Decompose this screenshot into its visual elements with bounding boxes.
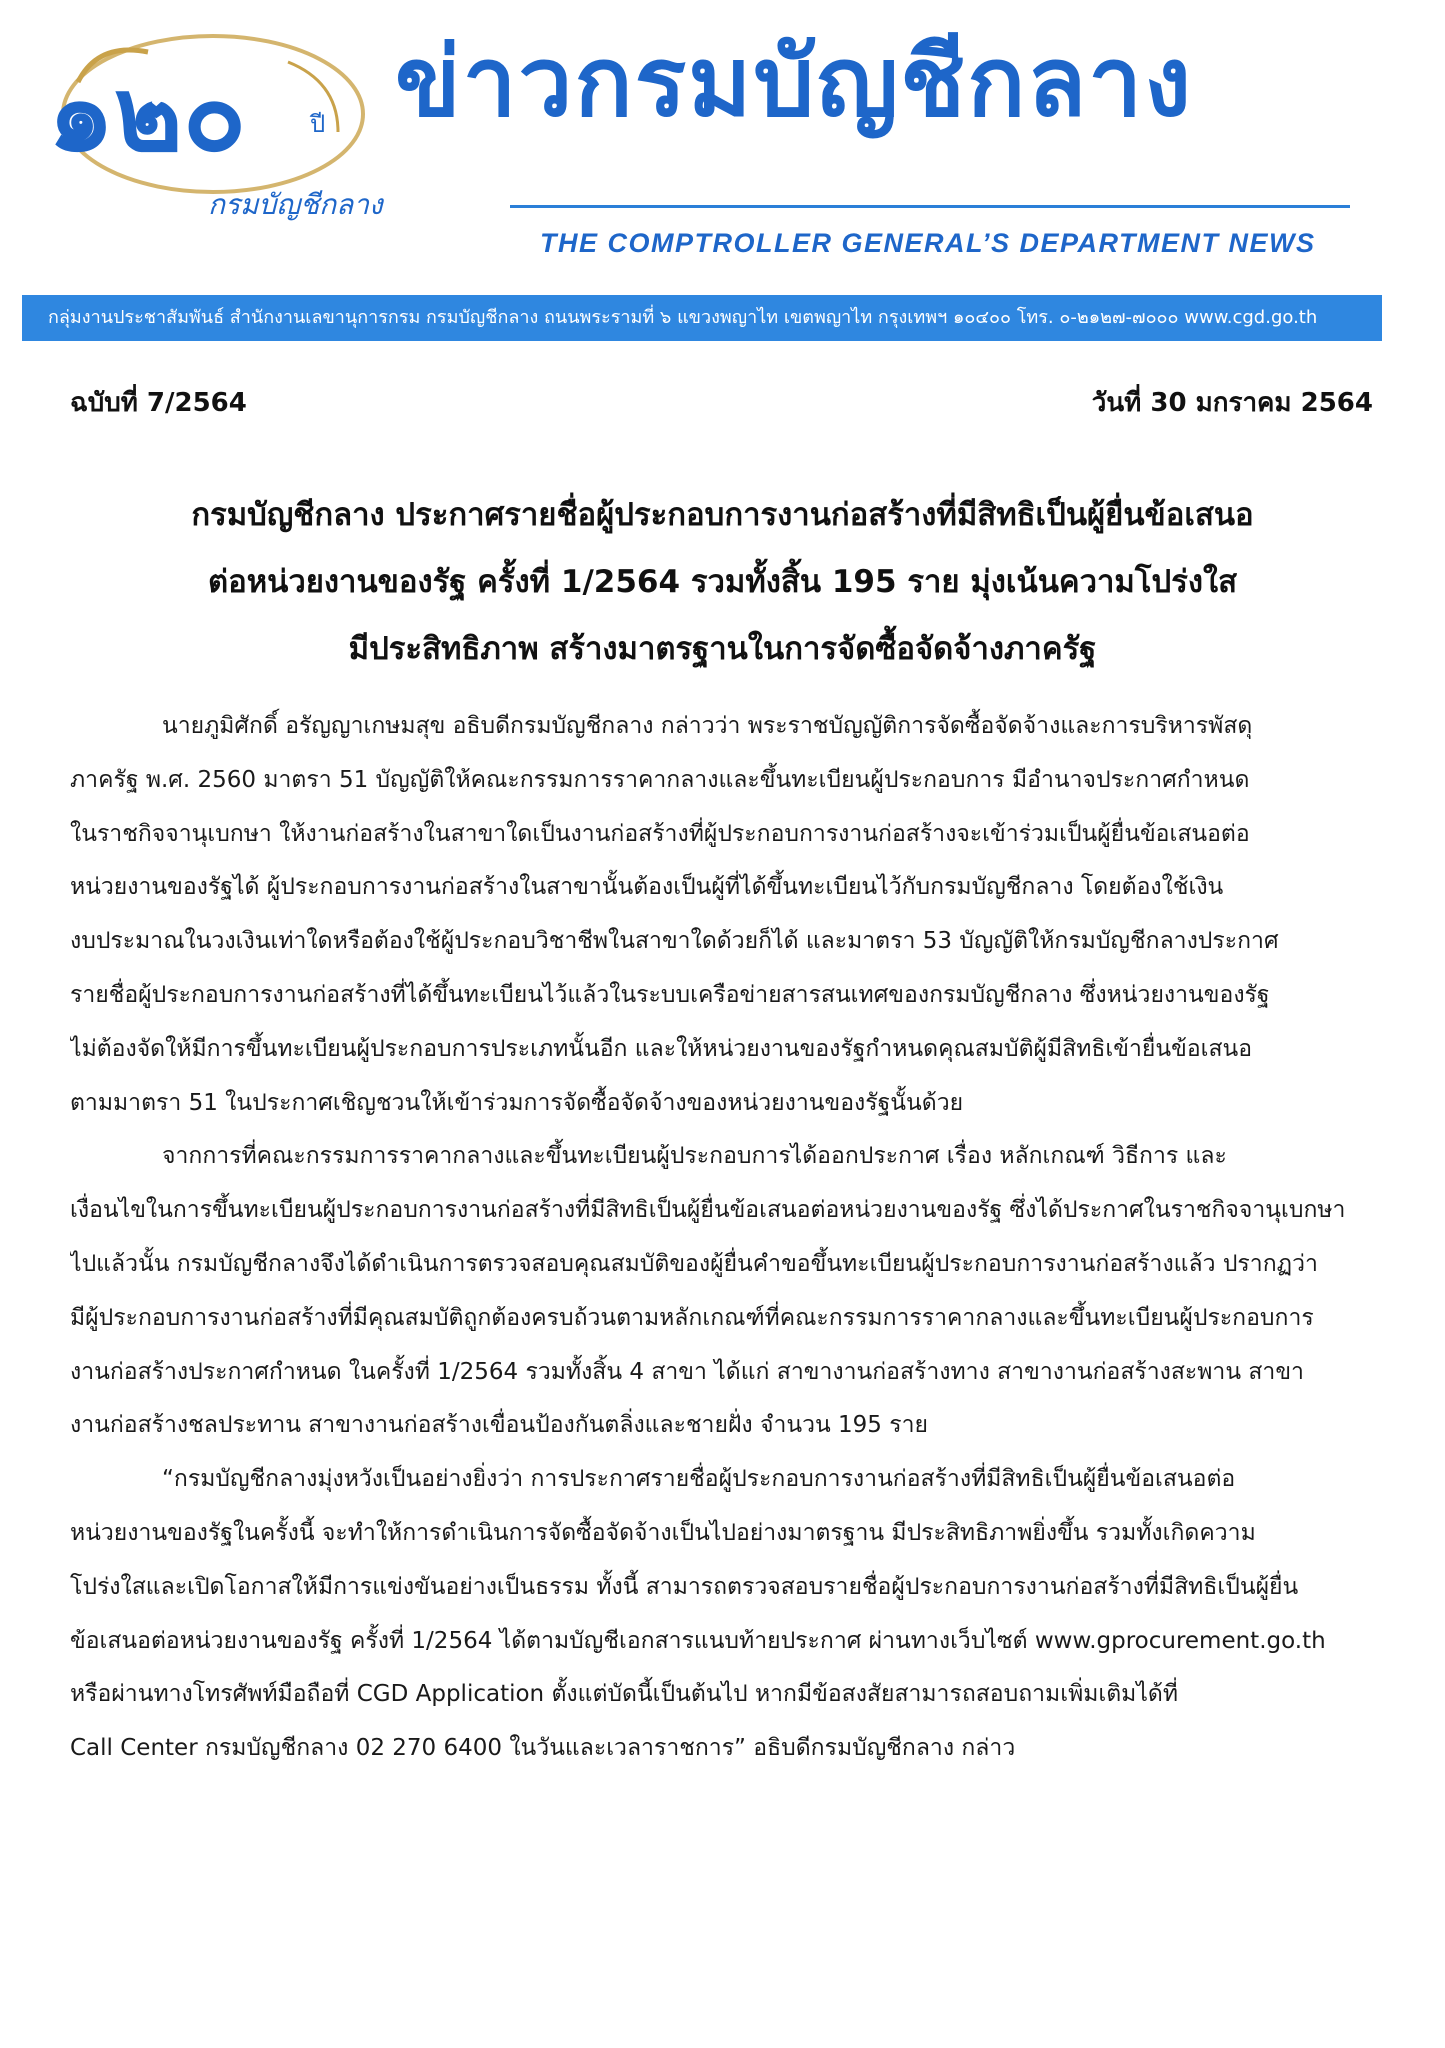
body-line: ในราชกิจจานุเบกษา ให้งานก่อสร้างในสาขาใดเป็นงานก่อสร้างที่ผู้ประกอบการงานก่อสร้างจะเข้าร่วมเป็นผู้ยื่นข้อเสนอต่อ xyxy=(70,820,1250,847)
body-line: โปร่งใสและเปิดโอกาสให้มีการแข่งขันอย่างเป็นธรรม ทั้งนี้ สามารถตรวจสอบรายชื่อผู้ประกอบการงานก่อสร้างที่มีสิทธิเป็นผู้ยื่น xyxy=(70,1573,1299,1600)
body-line: จากการที่คณะกรรมการราคากลางและขึ้นทะเบียนผู้ประกอบการได้ออกประกาศ เรื่อง หลักเกณฑ์ วิธีการ และ xyxy=(162,1143,1227,1170)
anniversary-logo xyxy=(38,22,398,232)
body-line: ข้อเสนอต่อหน่วยงานของรัฐ ครั้งที่ 1/2564 ได้ตามบัญชีเอกสารแนบท้ายประกาศ ผ่านทางเว็บไซต์ www.gprocurement.go.th xyxy=(70,1627,1326,1654)
body-line: Call Center กรมบัญชีกลาง 02 270 6400 ในวันและเวลาราชการ” อธิบดีกรมบัญชีกลาง กล่าว xyxy=(70,1735,1016,1762)
body-line: หน่วยงานของรัฐในครั้งนี้ จะทำให้การดำเนินการจัดซื้อจัดจ้างเป็นไปอย่างมาตรฐาน มีประสิทธิภาพยิ่งขึ้น รวมทั้งเกิดความ xyxy=(70,1519,1256,1546)
masthead-title: ข่าวกรมบัญชีกลาง xyxy=(395,26,1194,138)
logo-caption: กรมบัญชีกลาง xyxy=(208,188,383,221)
body-line: หรือผ่านทางโทรศัพท์มือถือที่ CGD Application ตั้งแต่บัดนี้เป็นต้นไป หากมีข้อสงสัยสามารถสอบถามเพิ่มเติมได้ที่ xyxy=(70,1681,1179,1708)
masthead-subtitle: THE COMPTROLLER GENERAL’S DEPARTMENT NEWS xyxy=(540,228,1316,258)
body-line: ตามมาตรา 51 ในประกาศเชิญชวนให้เข้าร่วมการจัดซื้อจัดจ้างของหน่วยงานของรัฐนั้นด้วย xyxy=(70,1089,964,1116)
article-body xyxy=(70,700,1390,1776)
body-line: งานก่อสร้างชลประทาน สาขางานก่อสร้างเขื่อนป้องกันตลิ่งและชายฝั่ง จำนวน 195 ราย xyxy=(70,1412,928,1439)
body-line: นายภูมิศักดิ์ อรัญญาเกษมสุข อธิบดีกรมบัญชีกลาง กล่าวว่า พระราชบัญญัติการจัดซื้อจัดจ้างและการบริหารพัสดุ xyxy=(162,713,1253,739)
body-line: ไปแล้วนั้น กรมบัญชีกลางจึงได้ดำเนินการตรวจสอบคุณสมบัติของผู้ยื่นคำขอขึ้นทะเบียนผู้ประกอบการงานก่อสร้างแล้ว ปรากฏว่า xyxy=(70,1250,1318,1277)
body-line: หน่วยงานของรัฐได้ ผู้ประกอบการงานก่อสร้างในสาขานั้นต้องเป็นผู้ที่ได้ขึ้นทะเบียนไว้กับกรมบัญชีกลาง โดยต้องใช้เงิน xyxy=(70,874,1224,901)
headline-line: กรมบัญชีกลาง ประกาศรายชื่อผู้ประกอบการงานก่อสร้างที่มีสิทธิเป็นผู้ยื่นข้อเสนอ xyxy=(191,497,1254,533)
logo-suffix: ปี xyxy=(310,110,326,138)
body-line: งานก่อสร้างประกาศกำหนด ในครั้งที่ 1/2564 รวมทั้งสิ้น 4 สาขา ได้แก่ สาขางานก่อสร้างทาง สาขางานก่อสร้างสะพาน สาขา xyxy=(70,1358,1304,1385)
masthead-divider xyxy=(510,205,1350,208)
body-line: มีผู้ประกอบการงานก่อสร้างที่มีคุณสมบัติถูกต้องครบถ้วนตามหลักเกณฑ์ที่คณะกรรมการราคากลางและขึ้นทะเบียนผู้ประกอบการ xyxy=(70,1304,1314,1331)
headline-line: ต่อหน่วยงานของรัฐ ครั้งที่ 1/2564 รวมทั้งสิ้น 195 ราย มุ่งเน้นความโปร่งใส xyxy=(207,564,1238,600)
body-line: งบประมาณในวงเงินเท่าใดหรือต้องใช้ผู้ประกอบวิชาชีพในสาขาใดด้วยก็ได้ และมาตรา 53 บัญญัติให้กรมบัญชีกลางประกาศ xyxy=(70,928,1279,955)
body-line: เงื่อนไขในการขึ้นทะเบียนผู้ประกอบการงานก่อสร้างที่มีสิทธิเป็นผู้ยื่นข้อเสนอต่อหน่วยงานของรัฐ ซึ่งได้ประกาศในราชกิจจานุเบกษา xyxy=(70,1197,1346,1224)
body-line: ไม่ต้องจัดให้มีการขึ้นทะเบียนผู้ประกอบการประเภทนั้นอีก และให้หน่วยงานของรัฐกำหนดคุณสมบัติผู้มีสิทธิเข้ายื่นข้อเสนอ xyxy=(70,1035,1253,1062)
contact-bar: กลุ่มงานประชาสัมพันธ์ สำนักงานเลขานุการกรม กรมบัญชีกลาง ถนนพระรามที่ ๖ แขวงพญาไท เขตพญาไท กรุงเทพฯ ๑๐๔๐๐ โทร. ๐-๒๑๒๗-๗๐๐๐ www.cgd.go.th xyxy=(22,295,1382,341)
body-line: ภาครัฐ พ.ศ. 2560 มาตรา 51 บัญญัติให้คณะกรรมการราคากลางและขึ้นทะเบียนผู้ประกอบการ มีอำนาจประกาศกำหนด xyxy=(70,766,1250,793)
headline xyxy=(90,482,1355,683)
headline-line: มีประสิทธิภาพ สร้างมาตรฐานในการจัดซื้อจัดจ้างภาครัฐ xyxy=(348,631,1097,667)
body-line: รายชื่อผู้ประกอบการงานก่อสร้างที่ได้ขึ้นทะเบียนไว้แล้วในระบบเครือข่ายสารสนเทศของกรมบัญชีกลาง ซึ่งหน่วยงานของรัฐ xyxy=(70,981,1270,1008)
logo-numeral: ๑๒๐ xyxy=(48,53,247,175)
body-line: “กรมบัญชีกลางมุ่งหวังเป็นอย่างยิ่งว่า การประกาศรายชื่อผู้ประกอบการงานก่อสร้างที่มีสิทธิเป็นผู้ยื่นข้อเสนอต่อ xyxy=(162,1466,1236,1493)
issue-number: ฉบับที่ 7/2564 xyxy=(70,388,247,418)
issue-date: วันที่ 30 มกราคม 2564 xyxy=(1091,388,1373,418)
